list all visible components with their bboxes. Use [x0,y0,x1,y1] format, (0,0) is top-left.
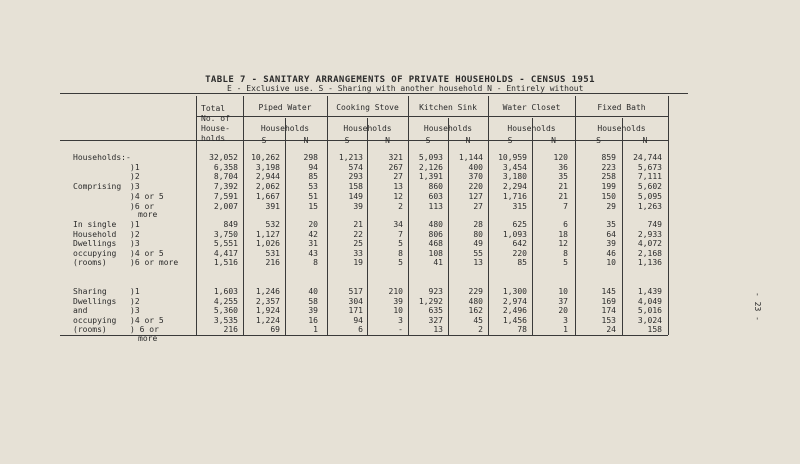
table-cell: 80 [473,230,483,239]
table-cell: 21 [558,192,568,201]
row-stub: Dwellings [73,297,117,306]
table-cell: 3 [398,316,403,325]
table-cell: 27 [393,172,403,181]
table-cell: 42 [308,230,318,239]
table-cell: 480 [468,297,483,306]
table-cell: 1,667 [255,192,280,201]
header-group-2: Kitchen Sink [419,103,477,112]
table-cell: 64 [606,230,616,239]
table-cell: 49 [473,239,483,248]
table-cell: 8 [398,249,403,258]
table-cell: 39 [606,239,616,248]
table-cell: 7 [398,230,403,239]
row-stub: and [73,306,88,315]
table-cell: 58 [308,297,318,306]
row-stub: (rooms) [73,325,107,334]
header-s: S [596,136,601,145]
table-cell: 860 [428,182,443,191]
table-cell: 391 [265,202,280,211]
group-rule [196,116,668,117]
table-cell: 2 [478,325,483,334]
table-cell: 3,750 [213,230,238,239]
table-cell: 1,716 [502,192,527,201]
table-cell: 1,391 [418,172,443,181]
table-cell: 642 [512,239,527,248]
table-cell: 55 [473,249,483,258]
table-cell: 267 [388,163,403,172]
table-cell: 120 [553,153,568,162]
table-cell: 40 [308,287,318,296]
table-cell: 7,591 [213,192,238,201]
table-cell: 6 [358,325,363,334]
table-cell: 10 [606,258,616,267]
column-divider [668,96,669,335]
header-group-1: Cooking Stove [336,103,399,112]
table-cell: 39 [393,297,403,306]
table-cell: 21 [558,182,568,191]
row-sub: )6 or more [130,258,179,267]
table-cell: 10,262 [251,153,280,162]
table-cell: 216 [265,258,280,267]
table-cell: 2,933 [637,230,662,239]
table-cell: 8 [563,249,568,258]
table-cell: 4,049 [637,297,662,306]
table-cell: 16 [308,316,318,325]
table-cell: 468 [428,239,443,248]
table-cell: 20 [558,306,568,315]
table-cell: 1,127 [255,230,280,239]
row-sub: )3 [130,239,140,248]
table-cell: 94 [353,316,363,325]
table-cell: 574 [348,163,363,172]
table-cell: 1,300 [502,287,527,296]
table-cell: 41 [433,258,443,267]
table-cell: 153 [601,316,616,325]
header-households: Households [597,124,646,133]
table-cell: 7,111 [637,172,662,181]
row-stub: Sharing [73,287,107,296]
table-cell: 1,144 [458,153,483,162]
row-stub: In single [73,220,117,229]
header-n: N [551,136,556,145]
table-cell: 1,246 [255,287,280,296]
table-cell: 1,603 [213,287,238,296]
table-cell: 2,357 [255,297,280,306]
table-cell: 749 [647,220,662,229]
table-cell: 5,095 [637,192,662,201]
table-cell: 400 [468,163,483,172]
row-sub: )4 or 5 [130,249,164,258]
table-cell: 28 [473,220,483,229]
table-cell: 220 [468,182,483,191]
table-cell: 10,959 [498,153,527,162]
table-cell: 4,255 [213,297,238,306]
table-cell: 32,052 [209,153,238,162]
row-sub: )3 [130,306,140,315]
table-cell: 4,417 [213,249,238,258]
table-cell: 635 [428,306,443,315]
header-households: Households [260,124,310,133]
row-sub: more [138,210,158,219]
table-cell: 8,704 [213,172,238,181]
table-cell: 3,198 [255,163,280,172]
table-cell: 18 [558,230,568,239]
table-cell: 1,263 [637,202,662,211]
header-total-line: House- [201,124,230,133]
table-cell: 2,974 [502,297,527,306]
header-s: S [344,136,350,145]
header-s: S [425,136,431,145]
header-n: N [642,136,648,145]
table-cell: 2,168 [637,249,662,258]
table-cell: 10 [393,306,403,315]
table-cell: 171 [348,306,363,315]
table-cell: 216 [223,325,238,334]
table-cell: 2,062 [255,182,280,191]
table-cell: 625 [512,220,527,229]
row-stub: occupying [73,249,117,258]
table-cell: 20 [308,220,318,229]
table-cell: 35 [558,172,568,181]
table-cell: 127 [468,192,483,201]
table-cell: 1,136 [637,258,662,267]
table-cell: 25 [353,239,363,248]
table-cell: 4,072 [637,239,662,248]
table-cell: 31 [308,239,318,248]
table-cell: 7 [563,202,568,211]
table-cell: 113 [428,202,443,211]
table-cell: 5 [398,258,403,267]
table-cell: 3,024 [637,316,662,325]
table-cell: 29 [606,202,616,211]
header-households: Households [507,124,556,133]
row-sub: more [138,334,158,343]
header-group-0: Piped Water [258,103,312,112]
table-cell: 859 [601,153,616,162]
table-cell: 229 [468,287,483,296]
header-households: Households [423,124,473,133]
table-cell: 1,456 [502,316,527,325]
table-cell: 849 [223,220,238,229]
row-sub: )6 or [130,202,155,211]
header-n: N [385,136,390,145]
table-cell: 43 [308,249,318,258]
table-cell: 1,026 [255,239,280,248]
table-cell: 158 [647,325,662,334]
table-cell: 53 [308,182,318,191]
table-cell: 69 [270,325,280,334]
table-cell: 1,924 [255,306,280,315]
row-sub: )3 [130,182,140,191]
table-cell: 8 [313,258,318,267]
table-cell: 7,392 [213,182,238,191]
table-cell: 480 [428,220,443,229]
row-sub: )2 [130,297,140,306]
table-cell: 149 [348,192,363,201]
row-sub: )4 or 5 [130,316,164,325]
table-cell: 315 [512,202,527,211]
header-total-line: Total [201,104,226,113]
table-cell: 298 [303,153,318,162]
table-cell: 5,602 [637,182,662,191]
table-cell: 304 [348,297,363,306]
table-cell: 162 [468,306,483,315]
table-cell: 1,516 [213,258,238,267]
row-stub: Households:- [73,153,131,162]
table-cell: 24 [606,325,616,334]
table-cell: 45 [473,316,483,325]
table-cell: 5 [563,258,568,267]
table-cell: 15 [308,202,318,211]
table-cell: 532 [265,220,280,229]
table-cell: 293 [348,172,363,181]
table-cell: 5,093 [418,153,443,162]
table-cell: 210 [388,287,403,296]
table-cell: 78 [517,325,527,334]
table-cell: 12 [393,192,403,201]
table-cell: 3,454 [502,163,527,172]
table-cell: 21 [353,220,363,229]
table-cell: 5,016 [637,306,662,315]
row-stub: Household [73,230,117,239]
table-cell: 5,673 [637,163,662,172]
table-cell: 6,358 [213,163,238,172]
table-cell: 19 [353,258,363,267]
table-cell: 2,007 [213,202,238,211]
table-cell: 923 [428,287,443,296]
table-cell: 2,126 [418,163,443,172]
top-rule [60,93,688,94]
row-sub: )4 or 5 [130,192,164,201]
table-cell: 258 [601,172,616,181]
row-stub: occupying [73,316,117,325]
table-cell: 13 [393,182,403,191]
row-stub: Comprising [73,182,122,191]
table-cell: 2,294 [502,182,527,191]
table-cell: 145 [601,287,616,296]
table-cell: 1,224 [255,316,280,325]
table-cell: 5,551 [213,239,238,248]
table-cell: 2,496 [502,306,527,315]
table-cell: 1,292 [418,297,443,306]
table-cell: 3,180 [502,172,527,181]
table-cell: 6 [563,220,568,229]
row-sub: )1 [130,220,140,229]
row-sub: )2 [130,172,140,181]
table-cell: 85 [308,172,318,181]
header-total-line: holds [201,134,226,143]
table-cell: 321 [388,153,403,162]
table-cell: 46 [606,249,616,258]
row-stub: Dwellings [73,239,117,248]
table-cell: 1,093 [502,230,527,239]
table-cell: 806 [428,230,443,239]
table-cell: 12 [558,239,568,248]
header-n: N [465,136,471,145]
table-cell: 531 [265,249,280,258]
table-cell: 5 [398,239,403,248]
table-cell: 22 [353,230,363,239]
table-cell: 51 [308,192,318,201]
table-cell: 35 [606,220,616,229]
table-cell: 39 [308,306,318,315]
table-cell: 1 [313,325,318,334]
header-n: N [303,136,309,145]
table-cell: 27 [473,202,483,211]
table-cell: 1,213 [338,153,363,162]
table-cell: 199 [601,182,616,191]
table-cell: 327 [428,316,443,325]
table-cell: 174 [601,306,616,315]
table-cell: 2,944 [255,172,280,181]
table-cell: 1,439 [637,287,662,296]
table-cell: - [398,325,403,334]
table-subtitle: E - Exclusive use. S - Sharing with another household N - Entirely without [227,84,584,93]
table-cell: 3 [563,316,568,325]
table-cell: 13 [433,325,443,334]
table-cell: 34 [393,220,403,229]
header-group-3: Water Closet [502,103,561,112]
header-s: S [261,136,267,145]
header-total-line: No. of [201,114,230,123]
table-cell: 85 [517,258,527,267]
table-cell: 39 [353,202,363,211]
table-cell: 108 [428,249,443,258]
table-cell: 33 [353,249,363,258]
table-cell: 158 [348,182,363,191]
table-cell: 517 [348,287,363,296]
row-sub: )1 [130,287,140,296]
table-cell: 603 [428,192,443,201]
table-cell: 150 [601,192,616,201]
header-s: S [507,136,513,145]
table-cell: 220 [512,249,527,258]
row-sub: )1 [130,163,140,172]
header-group-4: Fixed Bath [597,103,646,112]
table-cell: 5,360 [213,306,238,315]
table-title: TABLE 7 - SANITARY ARRANGEMENTS OF PRIVATE HOUSEHOLDS - CENSUS 1951 [205,75,595,85]
header-households: Households [343,124,392,133]
row-stub: (rooms) [73,258,107,267]
table-cell: 24,744 [633,153,662,162]
row-sub: ) 6 or [130,325,159,334]
table-cell: 1 [563,325,568,334]
table-cell: 94 [308,163,318,172]
table-cell: 3,535 [213,316,238,325]
row-sub: )2 [130,230,140,239]
table-cell: 10 [558,287,568,296]
table-cell: 169 [601,297,616,306]
table-cell: 2 [398,202,403,211]
table-cell: 370 [468,172,483,181]
table-cell: 13 [473,258,483,267]
table-cell: 37 [558,297,568,306]
table-cell: 36 [558,163,568,172]
page-number: - 23 - [753,292,762,321]
table-cell: 223 [601,163,616,172]
